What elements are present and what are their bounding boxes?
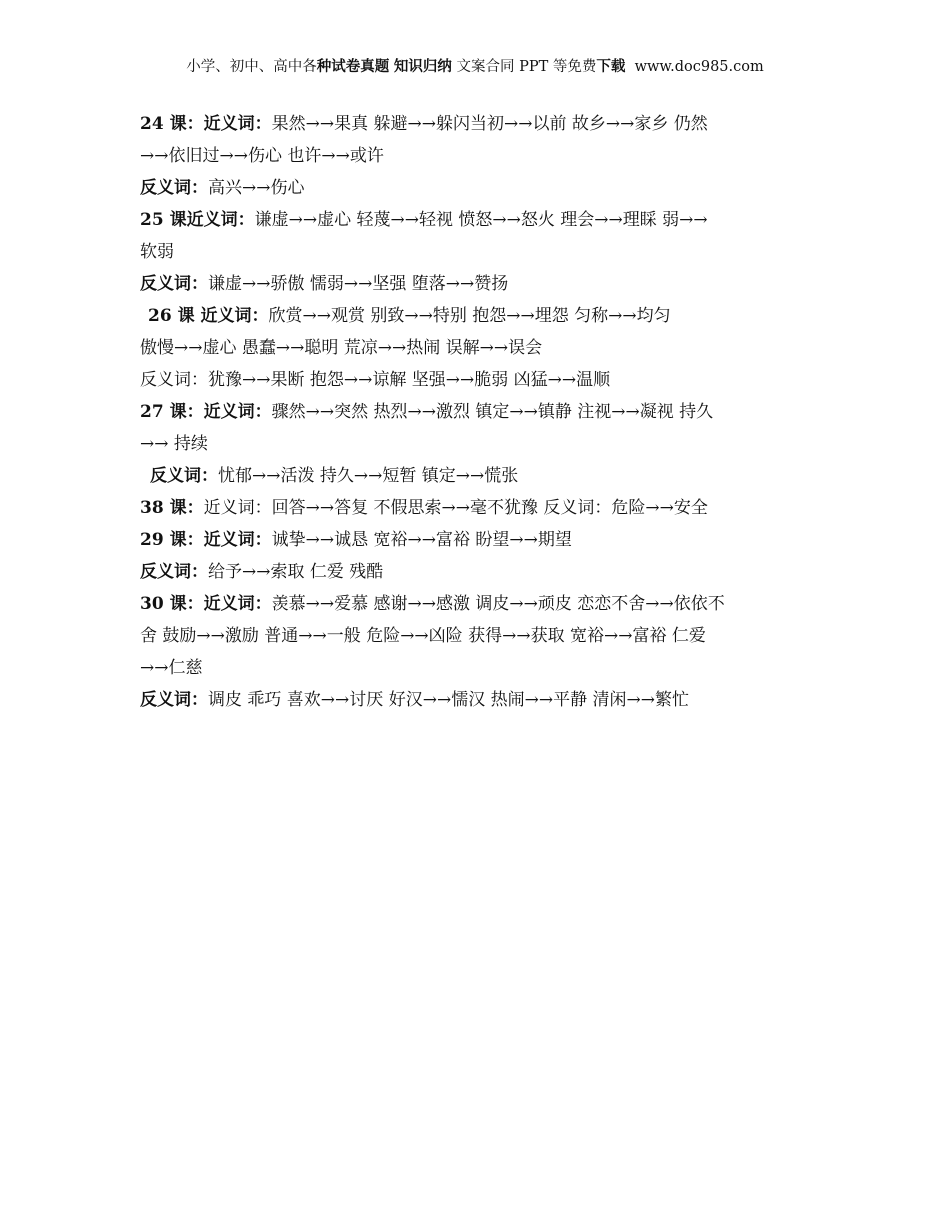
lesson-label: 30 课：近义词：	[140, 594, 272, 614]
word-pairs: 果然→→果真 躲避→→躲闪当初→→以前 故乡→→家乡 仍然	[271, 114, 708, 134]
vocabulary-list	[140, 108, 820, 716]
word-pairs: →→仁慈	[140, 658, 203, 678]
line-27-a	[140, 396, 820, 428]
header-text-3: 知识归纳	[393, 58, 452, 75]
antonym-label: 反义词：	[140, 562, 208, 582]
line-29-a	[140, 524, 820, 556]
line-25-b	[140, 236, 820, 268]
line-26-antonyms	[140, 364, 820, 396]
word-pairs: 骤然→→突然 热烈→→激烈 镇定→→镇静 注视→→凝视 持久	[271, 402, 714, 422]
header-text-2: 种试卷真题	[316, 58, 390, 75]
word-pairs: 忧郁→→活泼 持久→→短暂 镇定→→慌张	[218, 466, 519, 486]
word-pairs: →→依旧过→→伤心 也许→→或许	[140, 146, 384, 166]
line-27-b	[140, 428, 820, 460]
word-pairs: 谦虚→→虚心 轻蔑→→轻视 愤怒→→怒火 理会→→理睬 弱→→	[254, 210, 708, 230]
line-27-antonyms	[140, 460, 820, 492]
lesson-label: 24 课：近义词：	[140, 114, 272, 134]
word-pairs: 软弱	[140, 242, 174, 262]
word-pairs: 诚挚→→诚恳 宽裕→→富裕 盼望→→期望	[271, 530, 572, 550]
word-pairs: 高兴→→伤心	[208, 178, 305, 198]
antonym-label: 反义词：	[140, 178, 208, 198]
line-30-b	[140, 620, 820, 652]
line-25-antonyms	[140, 268, 820, 300]
line-24-a	[140, 108, 820, 140]
word-pairs: 傲慢→→虚心 愚蠢→→聪明 荒凉→→热闹 误解→→误会	[140, 338, 543, 358]
header-text-4: 文案合同 PPT 等免费	[456, 59, 597, 75]
line-24-b	[140, 140, 820, 172]
header-url: www.doc985.com	[634, 59, 764, 75]
line-38	[140, 492, 820, 524]
word-pairs: 调皮 乖巧 喜欢→→讨厌 好汉→→懦汉 热闹→→平静 清闲→→繁忙	[208, 690, 689, 710]
header-text-1: 小学、初中、高中各	[186, 59, 317, 75]
lesson-label: 26 课 近义词：	[148, 306, 269, 326]
lesson-label: 29 课：近义词：	[140, 530, 272, 550]
lesson-label: 38 课：	[140, 498, 204, 518]
line-30-c	[140, 652, 820, 684]
page-header	[0, 57, 950, 77]
antonym-label: 反义词：	[150, 466, 218, 486]
antonym-label: 反义词：	[140, 690, 208, 710]
line-24-antonyms	[140, 172, 820, 204]
lesson-label: 27 课：近义词：	[140, 402, 272, 422]
word-pairs: 近义词：回答→→答复 不假思索→→毫不犹豫 反义词：危险→→安全	[203, 498, 708, 518]
line-30-antonyms	[140, 684, 820, 716]
word-pairs: 欣赏→→观赏 别致→→特别 抱怨→→埋怨 匀称→→均匀	[268, 306, 671, 326]
lesson-label: 25 课近义词：	[140, 210, 255, 230]
header-text-5: 下载	[596, 58, 626, 75]
word-pairs: 谦虚→→骄傲 懦弱→→坚强 堕落→→赞扬	[208, 274, 509, 294]
word-pairs: 舍 鼓励→→激励 普通→→一般 危险→→凶险 获得→→获取 宽裕→→富裕 仁爱	[140, 626, 706, 646]
line-29-antonyms	[140, 556, 820, 588]
word-pairs: 给予→→索取 仁爱 残酷	[208, 562, 384, 582]
word-pairs: 羡慕→→爱慕 感谢→→感激 调皮→→顽皮 恋恋不舍→→依依不	[271, 594, 725, 614]
antonym-label: 反义词：	[140, 274, 208, 294]
line-25-a	[140, 204, 820, 236]
line-26-a	[140, 300, 820, 332]
line-30-a	[140, 588, 820, 620]
word-pairs: 反义词：犹豫→→果断 抱怨→→谅解 坚强→→脆弱 凶猛→→温顺	[140, 370, 611, 390]
word-pairs: →→ 持续	[140, 434, 208, 454]
line-26-b	[140, 332, 820, 364]
